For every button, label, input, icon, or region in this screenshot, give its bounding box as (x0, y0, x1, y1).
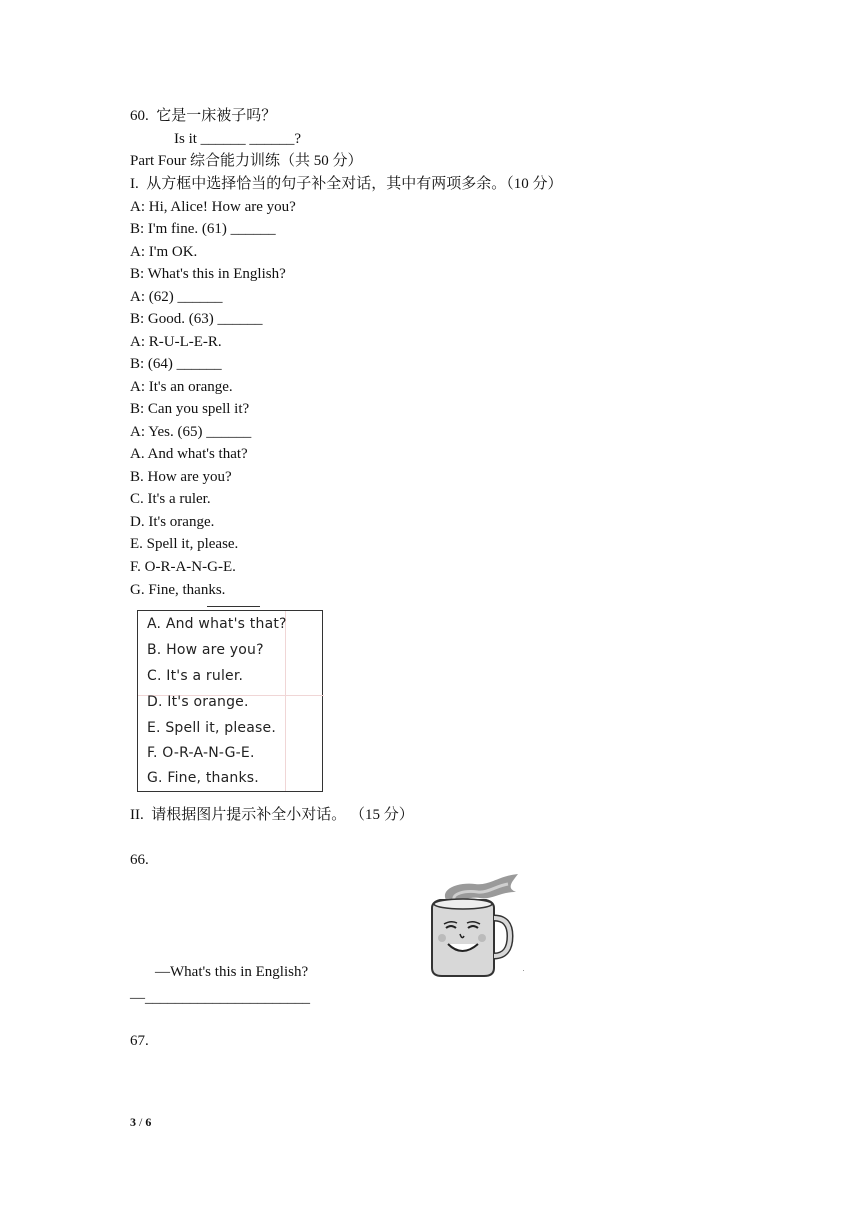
part-four-title: Part Four 综合能力训练（共 50 分） (130, 153, 363, 169)
dialogue-line: A: Yes. (65) ______ (130, 424, 252, 440)
ghost-gridline (285, 611, 286, 791)
dialogue-line: A: It's an orange. (130, 379, 233, 395)
q60-english: Is it ______ ______? (174, 131, 302, 147)
option-item: B. How are you? (130, 469, 232, 485)
option-item: A. And what's that? (130, 446, 248, 462)
box-option: D. It's orange. (147, 694, 249, 710)
dialogue-line: A: R-U-L-E-R. (130, 334, 222, 350)
options-box-image (137, 610, 323, 792)
box-option: F. O-R-A-N-G-E. (147, 745, 255, 761)
box-option: E. Spell it, please. (147, 720, 276, 736)
section-1-title: I. 从方框中选择恰当的句子补全对话，其中有两项多余。（10 分） (130, 176, 563, 192)
option-item: E. Spell it, please. (130, 536, 239, 552)
box-option: C. It's a ruler. (147, 668, 244, 684)
page-total: 6 (145, 1115, 152, 1129)
option-item: F. O-R-A-N-G-E. (130, 559, 236, 575)
q67-number: 67. (130, 1033, 149, 1049)
underline-rule (207, 606, 260, 607)
q66-question: —What's this in English? (155, 964, 309, 980)
page-separator: / (136, 1115, 146, 1129)
box-option: G. Fine, thanks. (147, 770, 259, 786)
box-option: A. And what's that? (147, 616, 287, 632)
option-item: G. Fine, thanks. (130, 582, 226, 598)
box-option: B. How are you? (147, 642, 264, 658)
dialogue-line: A: (62) ______ (130, 289, 223, 305)
dialogue-line: B: Can you spell it? (130, 401, 250, 417)
page-current: 3 (130, 1115, 136, 1129)
dialogue-line: B: (64) ______ (130, 356, 222, 372)
dialogue-line: A: Hi, Alice! How are you? (130, 199, 296, 215)
stray-mark (523, 970, 524, 971)
section-2-title: II. 请根据图片提示补全小对话。 （15 分） (130, 807, 414, 823)
steaming-mug-icon (420, 870, 530, 982)
dialogue-line: B: Good. (63) ______ (130, 311, 263, 327)
dialogue-line: B: I'm fine. (61) ______ (130, 221, 276, 237)
q66-number: 66. (130, 852, 149, 868)
q60-prompt: 60. 它是一床被子吗？ (130, 108, 277, 124)
q66-answer-line: —______________________ (130, 990, 310, 1006)
page-number (130, 1115, 151, 1130)
dialogue-line: A: I'm OK. (130, 244, 198, 260)
option-item: D. It's orange. (130, 514, 215, 530)
dialogue-line: B: What's this in English? (130, 266, 286, 282)
option-item: C. It's a ruler. (130, 491, 211, 507)
